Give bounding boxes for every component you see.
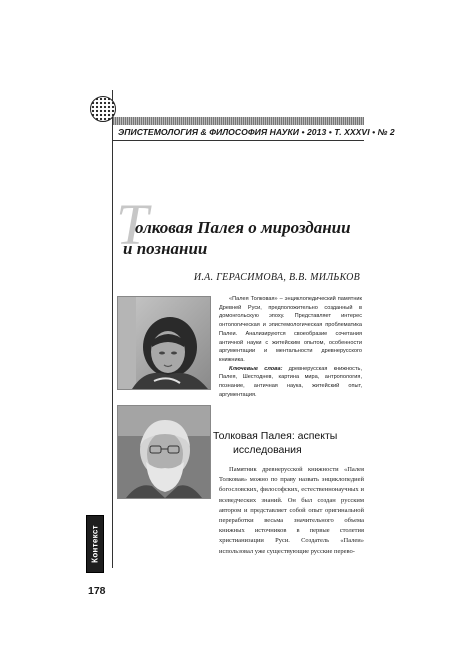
title-drop-cap: Т (116, 192, 149, 257)
header-band (113, 117, 364, 125)
section-heading (213, 429, 373, 457)
page-number: 178 (88, 585, 106, 597)
context-badge-label: Контекст (90, 525, 100, 563)
body-text (219, 465, 364, 557)
article-title (123, 217, 373, 259)
author-photo-2-image (118, 406, 210, 498)
title-line-1: олковая Палея о мироздании (135, 218, 351, 237)
section-heading-line-2: исследования (233, 444, 302, 456)
keywords-text: древнерусская книжность, Палея, Шестоднев, картина мира, антропология, познание, античная наука, житейский опыт, аргументация. (219, 365, 362, 398)
authors: И.А. ГЕРАСИМОВА, В.В. МИЛЬКОВ (193, 272, 360, 283)
body-paragraph: Памятник древнерусской книжности «Палея Толковая» можно по праву назвать энциклопедией богословских, философских, естественнонаучных и всеведческих знаний. Он был создан русским автором и представляет собой опыт оригинальной переработки весьма значительного объема книжных источников в первые столетия христианизации Руси. Создатель «Палеи» использовал уже существующие русские перево- (219, 466, 364, 555)
keywords-label: Ключевые слова: (229, 365, 283, 372)
author-photo-1-image (118, 297, 210, 389)
header-rule (113, 140, 364, 141)
title-line-2: и познании (123, 239, 208, 258)
context-badge (86, 515, 104, 573)
abstract (219, 295, 362, 399)
author-photo-2 (117, 405, 211, 499)
margin-rule (112, 90, 113, 568)
section-heading-line-1: Толковая Палея: аспекты (213, 430, 338, 442)
journal-header: ЭПИСТЕМОЛОГИЯ & ФИЛОСОФИЯ НАУКИ • 2013 • Т. XXXVI • № 2 (118, 127, 395, 137)
abstract-text: «Палея Толковая» – энциклопедический памятник Древней Руси, предположительно созданный в домонгольскую эпоху. Представляет интерес онтологическая и эпистемологическая проблематика Палеи. Анализируются своеобразие сочетания античной науки с житейским опытом, особенности аргументации и ментальности древнерусского книжника. (219, 296, 362, 363)
keywords (219, 365, 362, 400)
author-photo-1 (117, 296, 211, 390)
